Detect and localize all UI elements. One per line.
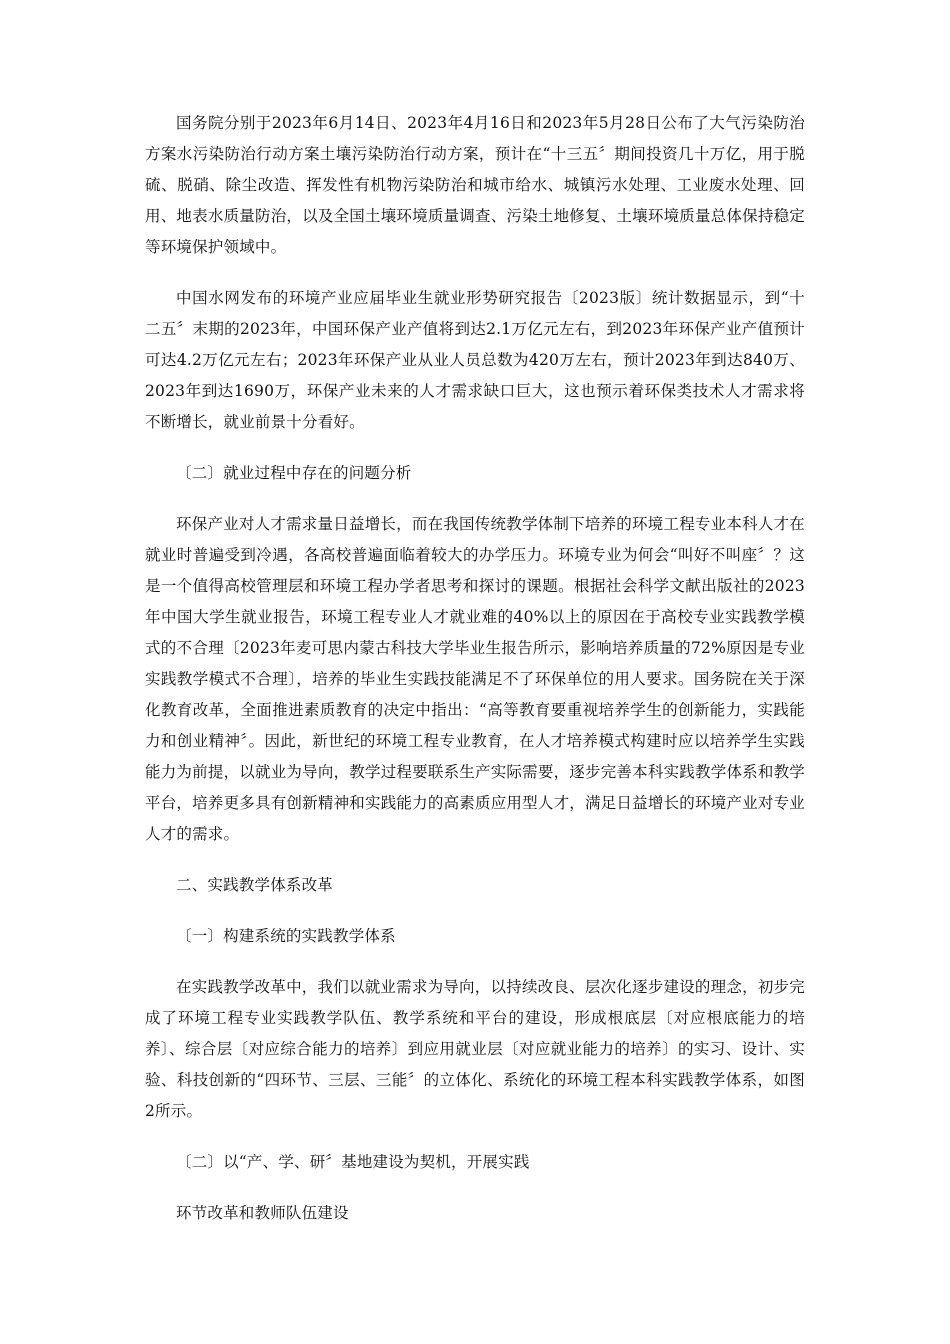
document-body [145,108,805,1249]
paragraph-problem-analysis: 环保产业对人才需求量日益增长，而在我国传统教学体制下培养的环境工程专业本科人才在就业时普遍受到冷遇，各高校普遍面临着较大的办学压力。环境专业为何会“叫好不叫座〞？这是一个值得高校管理层和环境工程办学者思考和探讨的课题。根据社会科学文献出版社的2023年中国大学生就业报告，环境工程专业人才就业难的40%以上的原因在于高校专业实践教学模式的不合理〔2023年麦可思内蒙古科技大学毕业生报告所示，影响培养质量的72%原因是专业实践教学模式不合理〕，培养的毕业生实践技能满足不了环保单位的用人要求。国务院在关于深化教育改革，全面推进素质教育的决定中指出：“高等教育要重视培养学生的创新能力，实践能力和创业精神〞。因此，新世纪的环境工程专业教育，在人才培养模式构建时应以培养学生实践能力为前提，以就业为导向，教学过程要联系生产实际需要，逐步完善本科实践教学体系和教学平台，培养更多具有创新精神和实践能力的高素质应用型人才，满足日益增长的环境产业对专业人才的需求。 [145,515,805,843]
section-heading-teacher-team: 环节改革和教师队伍建设 [176,1204,349,1222]
paragraph-industry-statistics: 中国水网发布的环境产业应届毕业生就业形势研究报告〔2023版〕统计数据显示，到“十二五〞末期的2023年，中国环保产业产值将到达2.1万亿元左右，到2023年环保产业产值预计可达4.2万亿元左右；2023年环保产业从业人员总数为420万左右，预计2023年到达840万、2023年到达1690万，环保产业未来的人才需求缺口巨大，这也预示着环保类技术人才需求将不断增长，就业前景十分看好。 [145,289,805,431]
paragraph-teaching-system: 在实践教学改革中，我们以就业需求为导向，以持续改良、层次化逐步建设的理念，初步完成了环境工程专业实践教学队伍、教学系统和平台的建设，形成根底层〔对应根底能力的培养〕、综合层〔对应综合能力的培养〕到应用就业层〔对应就业能力的培养〕的实习、设计、实验、科技创新的“四环节、三层、三能〞的立体化、系统化的环境工程本科实践教学体系，如图2所示。 [145,978,805,1120]
section-heading-base-construction: 〔二〕以“产、学、研〞基地建设为契机，开展实践 [176,1153,530,1171]
section-heading-employment-problems: 〔二〕就业过程中存在的问题分析 [176,464,412,482]
paragraph-pollution-plans: 国务院分别于2023年6月14日、2023年4月16日和2023年5月28日公布了大气污染防治方案水污染防治行动方案土壤污染防治行动方案，预计在“十三五〞期间投资几十万亿，用于脱硫、脱硝、除尘改造、挥发性有机物污染防治和城市给水、城镇污水处理、工业废水处理、回用、地表水质量防治，以及全国土壤环境质量调查、污染土地修复、土壤环境质量总体保持稳定等环境保护领域中。 [145,114,805,256]
section-heading-teaching-system: 〔一〕构建系统的实践教学体系 [176,927,396,945]
section-heading-practice-reform: 二、实践教学体系改革 [176,876,334,894]
